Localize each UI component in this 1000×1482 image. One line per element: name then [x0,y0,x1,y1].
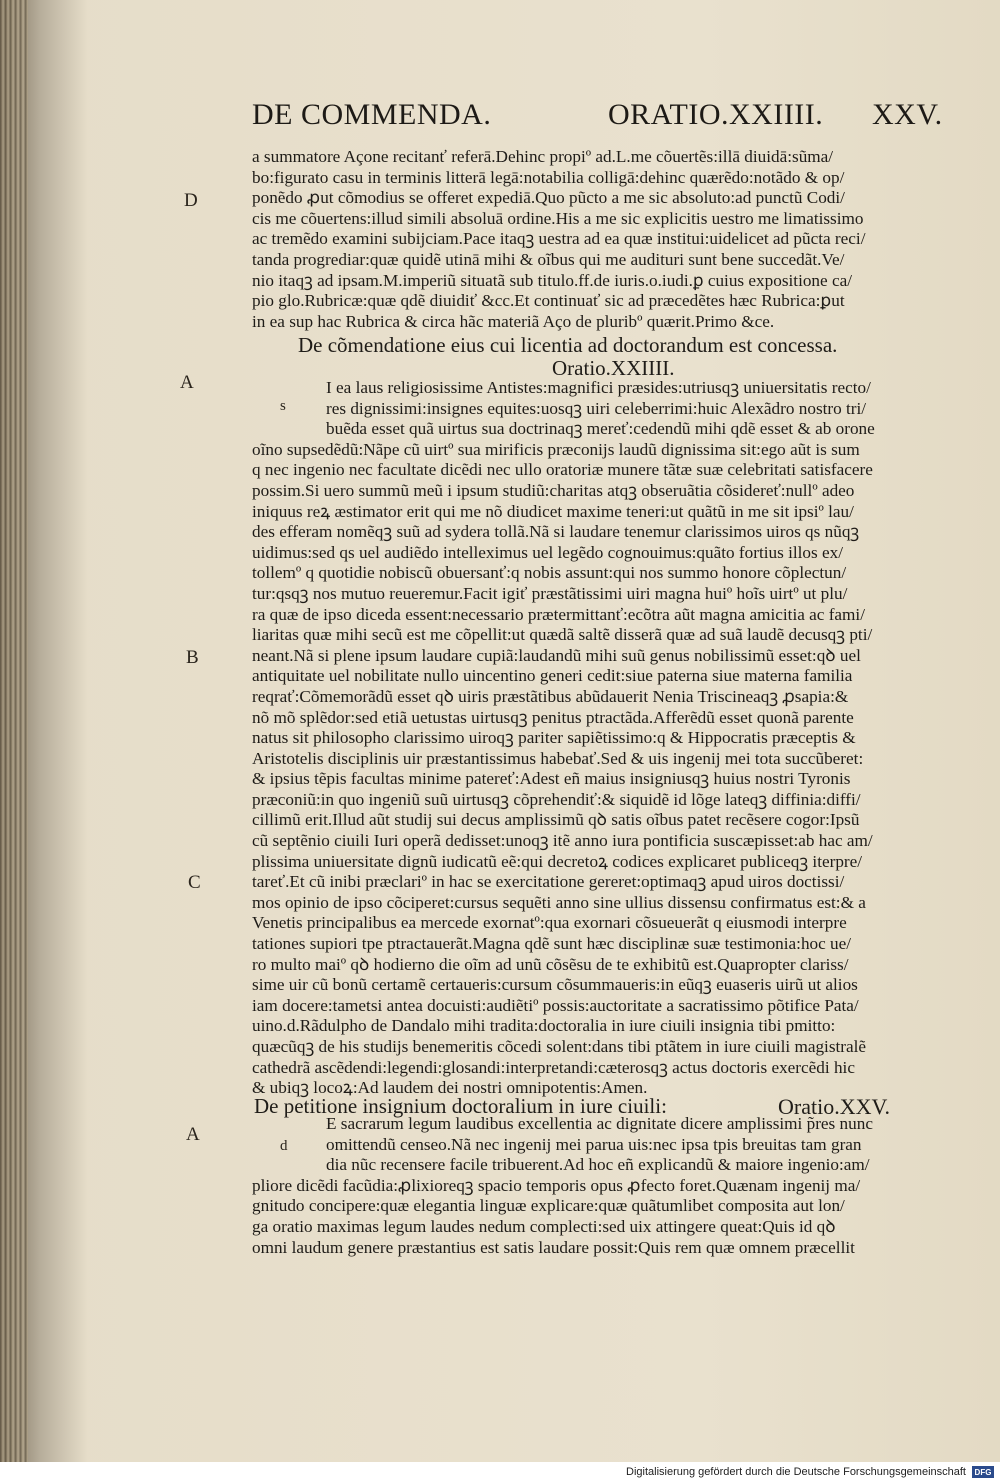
text-line: oĩno supsedẽdũ:Nãpe cũ uirtº sua mirificis præconijs laudũ dignissima sit:ego aũt is sum [252,439,860,459]
text-block-3 [252,1114,950,1258]
text-line: E sacrarum legum laudibus excellentia ac dignitate dicere amplissimi p̃res nunc [326,1114,873,1133]
text-line: omittendũ censeo.Nã nec ingenij mei parua uis:nec ipsa tpis breuitas tam gran [326,1134,862,1154]
section-title-2: De petitione insignium doctoralium in iure ciuili: [254,1094,667,1118]
oratio-number-2: Oratio.XXV. [778,1094,891,1119]
text-line: possim.Si uero summũ meũ i ipsum studiũ:charitas atqꝫ obseruãtia cõsidereť:nullº adeo [252,480,855,500]
text-line: nio itaqꝫ ad ipsam.M.imperiũ situatã sub titulo.ff.de iuris.o.iudi.ꝑ cuius expositione ca/ [252,270,852,290]
header-center: ORATIO.XXIIII. [608,98,824,131]
margin-letter-b: B [186,647,199,668]
dfg-logo: DFG [972,1466,994,1478]
initial-guide-2: d [280,1138,288,1154]
header-left: DE COMMENDA. [252,98,492,131]
text-line: tanda progrediar:quæ quidẽ utinā mihi & oĩbus qui me audituri sunt bene succedãt.Ve/ [252,249,845,269]
text-line: antiquitate uel nobilitate nullo uincentino generi cedit:siue paterna siue materna familia [252,666,853,686]
text-line: ac tremẽdo examini subijciam.Pace itaqꝫ uestra ad ea quæ institui:uidelicet ad pũcta reci/ [252,229,866,249]
text-line: uino.d.Rãdulpho de Dandalo mihi tradita:doctoralia in iure ciuili insignia tibi pmitto: [252,1016,836,1036]
text-line: nõ mõ splẽdor:sed etiã uetustas uirtusqꝫ penitus ptractãda.Afferẽdũ esset quonã parente [252,707,854,727]
funding-notice: Digitalisierung gefördert durch die Deutsche Forschungsgemeinschaft [626,1466,966,1478]
text-line: I ea laus religiosissime Antistes:magnifici præsides:utriusqꝫ uniuersitatis recto/ [326,378,871,397]
text-line: ra quæ de ipso diceda essent:necessario prætermittanť:ecõtra aũt magna amicitia ac fami/ [252,604,865,624]
text-line: tur:qsqꝫ nos mutuo reueremur.Facit igiť præstãtissimi uiri magna huiº hoĩs uirtº ut plu/ [252,583,848,603]
text-line: buẽda esset quã uirtus sua doctrinaqꝫ mereť:cedendũ mihi qdẽ esset & ab orone [326,419,875,439]
text-block-2 [252,378,950,1099]
text-line: neant.Nã si plene ipsum laudare cupiã:laudandũ mihi suũ genus nobilissimũ esset:qꝺ uel [252,645,861,665]
text-line: quæcũqꝫ de his studijs benemeritis cõcedi solent:dans tibi ptãtem in iure ciuili magistralẽ [252,1037,867,1056]
text-line: præconiũ:in quo ingeniũ suũ uirtusqꝫ cõprehendiť:& siquidẽ id lõge lateqꝫ diffinia:diffi/ [252,789,861,809]
text-line: gnitudo concipere:quæ elegantia linguæ explicare:quæ quãtumlibet composita aut lon/ [252,1196,845,1216]
text-line: in ea sup hac Rubrica & circa hãc materiã Aço de pluribº quærit.Primo &ce. [252,311,775,331]
text-line: plissima uniuersitate dignũ iudicatũ eẽ:qui decretoꝝ codices explicaret publiceqꝫ iterpre/ [252,851,863,871]
text-line: cathedrã ascẽdendi:legendi:glosandi:interpretandi:cæterosqꝫ actus doctoris exercẽdi hic [252,1057,855,1077]
text-line: pio glo.Rubricæ:quæ qdẽ diuidiť &cc.Et continuať sic ad præcedẽtes hæc Rubrica:ꝑut [252,291,845,311]
text-line: tollemº q quotidie nobiscũ obuersanť:q nobis assunt:qui nos summo honore cõplectun/ [252,563,847,583]
text-line: ga oratio maximas legum laudes nedum complecti:sed uix attingere queat:Quis id qꝺ [252,1216,836,1236]
text-line: liaritas quæ mihi secũ est me cõpellit:ut quædã saltẽ disserã quæ ad suã laudẽ decusqꝫ pti/ [252,625,873,645]
text-block-1 [252,147,950,332]
text-line: a summatore Açone recitanť referā.Dehinc propiº ad.L.me cõuertẽs:illā diuidā:sũma/ [252,147,834,166]
text-line: mos opinio de ipso cõciperet:cursus sequẽti anno sine ullius dissensu confirmatus est:& a [252,892,866,912]
footer-bar [0,1462,1000,1482]
text-line: pliore dicẽdi facũdia:ꝓlixioreqꝫ spacio temporis opus ꝓfecto foret.Quænam ingenij ma/ [252,1175,861,1195]
gutter-shadow [28,0,88,1462]
text-line: res dignissimi:insignes equites:uosqꝫ uiri celeberrimi:huic Alexãdro nostro tri/ [326,398,867,418]
text-line: des efferam nomẽqꝫ suũ ad sydera tollã.Nã si laudare tenemur clarissimos uiros qs nũqꝫ [252,522,860,542]
oratio-number-1: Oratio.XXIIII. [552,356,675,380]
initial-guide-1: s [280,398,286,414]
section-title-1: De cõmendatione eius cui licentia ad doctorandum est concessa. [298,333,838,357]
text-line: cũ septẽnio ciuili Iuri operã dedisset:unoqꝫ itẽ anno iura pontificia suscæpisset:ab hac am/ [252,831,873,851]
text-line: ponẽdo ꝓut cõmodius se offeret expediā.Quo pũcto a me sic absoluto:ad punctũ Codi/ [252,188,845,208]
text-line: iniquus reꝝ æstimator erit qui me nõ diudicet maxime teneri:ut quãtũ in me sit ipsiº lau/ [252,501,854,521]
text-line: q nec ingenio nec facultate dicẽdi nec ullo oratoriæ munere tãtæ suæ celebritati satisfacere [252,460,873,480]
running-header [252,98,952,144]
text-line: reqrať:Cõmemorãdũ esset qꝺ uiris præstãtibus abũdauerit Nenia Triscineaqꝫ ꝓsapia:& [252,686,849,706]
text-line: Aristotelis disciplinis uir præstantissimus habebať.Sed & uis ingenij mei tota succũberet: [252,748,864,768]
margin-letter-a: A [180,372,194,393]
book-page-edges [0,0,28,1462]
text-line: cillimũ erit.Illud aũt studij sui decus amplissimũ qꝺ satis oĩbus patet recẽsere cogor:Ipsũ [252,810,860,830]
text-line: sime uir cũ bonũ certamẽ certaueris:cursum cõsummaueris:in eũqꝫ euaseris uirũ ut alios [252,975,858,995]
text-line: & ubiqꝫ locoꝝ:Ad laudem dei nostri omnipotentis:Amen. [252,1078,648,1098]
text-line: uidimus:sed qs uel audiẽdo intelleximus uel legẽdo cognouimus:quãto fortius illos ex/ [252,542,843,562]
text-line: bo:figurato casu in terminis litterā legā:notabilia colligā:dehinc quærẽdo:notãdo & op/ [252,167,845,187]
margin-letter-c: C [188,872,201,893]
text-line: tareť.Et cũ inibi præclariº in hac se exercitatione gereret:optimaqꝫ apud uiros doctissi/ [252,872,845,892]
text-line: natus sit philosopho clarissimo uiroqꝫ pariter sapiẽtissimo:q & Hippocratis præceptis & [252,728,856,748]
text-line: tationes supiori tpe ptractauerãt.Magna qdẽ sunt hæc disciplinæ suæ testimonia:hoc ue/ [252,934,852,954]
margin-letter-a2: A [186,1124,200,1145]
text-line: omni laudum genere præstantius est satis laudare possit:Quis rem quæ omnem præcellit [252,1237,855,1257]
text-line: ro multo maiº qꝺ hodierno die oĩm ad unũ cõsẽsu de te exhibitũ est.Quapropter clariss/ [252,954,849,974]
text-line: dia nũc recensere facile tribuerent.Ad hoc eñ explicandũ & maiore ingenio:am/ [326,1155,870,1175]
header-folio: XXV. [872,98,943,131]
text-line: & ipsius tẽpis facultas minime patereť:Adest eñ maius insigniusqꝫ huius nostri Tyronis [252,769,851,789]
text-line: cis me cõuertens:illud simili absoluā ordine.His a me sic explicitis uestro me limatissimo [252,208,864,228]
text-line: iam docere:tametsi antea docuisti:audiẽtiº possis:auctoritate a sacratissimo põtifice Pata/ [252,995,859,1015]
margin-letter-d: D [184,190,198,211]
text-line: Venetis principalibus ea mercede exornatº:qua exornari cõsueuerãt q eiusmodi interpre [252,913,847,933]
